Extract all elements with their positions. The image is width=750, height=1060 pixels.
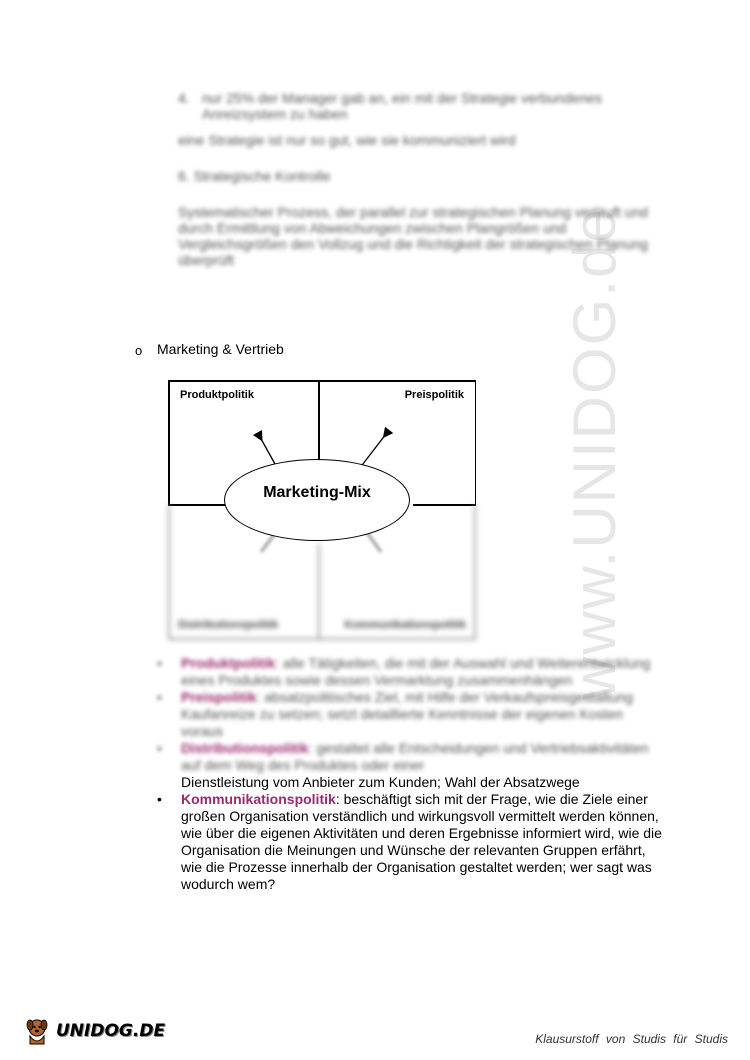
definition-preispolitik: : absatzpolitisches Ziel, mit Hilfe der Verkaufspreisgestaltung Kaufanreize zu setzen; setzt detaillierte Kenntnisse der eigenen Kosten voraus [181, 689, 634, 739]
policy-list [157, 655, 667, 893]
definition-produktpolitik: : alle Tätigkeiten, die mit der Auswahl und Weiterentwicklung eines Produktes sowie dessen Vermarktung zusammenhängen [181, 655, 651, 688]
bullet-dot: • [157, 689, 162, 705]
blurred-top-section [178, 90, 668, 268]
definition-kommunikationspolitik: : beschäftigt sich mit der Frage, wie die Ziele einer großen Organisation verständlich und wirkungsvoll vermittelt werden können, wie über die eigenen Aktivitäten und deren Ergebnisse informiert wird, wie die Organisation die Meinungen und Wünsche der relevanten Gruppen erfährt, wie die Prozesse innerhalb der Organisation gestaltet werden; wer sagt was wodurch wem? [181, 791, 662, 892]
term-kommunikationspolitik: Kommunikationspolitik [181, 791, 336, 807]
paragraph: Systematischer Prozess, der parallel zur strategischen Planung verläuft und durch Ermittlung von Abweichungen zwischen Plangrößen und Vergleichsgrößen den Vollzug und die Richtigkeit der strategischen Planung überprüft [178, 204, 649, 268]
footer-tagline: Klausurstoff von Studis für Studis [535, 1032, 728, 1046]
list-item-kommunikationspolitik [157, 791, 667, 893]
definition-distributionspolitik-blurred: : gestaltet alle Entscheidungen und Vertriebsaktivitäten auf dem Weg des Produktes oder einer [181, 740, 649, 773]
footer-logo [22, 1016, 165, 1046]
marketing-mix-title: Marketing-Mix [263, 484, 371, 501]
dog-logo-icon [22, 1016, 52, 1046]
term-distributionspolitik: Distributionspolitik [181, 740, 309, 756]
bullet-dot: • [157, 740, 162, 756]
definition-distributionspolitik-clear: Dienstleistung vom Anbieter zum Kunden; Wahl der Absatzwege [181, 774, 580, 790]
label-preispolitik: Preispolitik [404, 389, 464, 401]
logo-text: UNIDOG.DE [56, 1021, 166, 1041]
heading-6: 6. Strategische Kontrolle [178, 168, 331, 184]
list-item-distributionspolitik [157, 740, 667, 791]
term-preispolitik: Preispolitik [181, 689, 257, 705]
label-produktpolitik: Produktpolitik [180, 389, 254, 401]
list-number: 4. [178, 90, 190, 106]
watermark: www.UNIDOG.de [561, 207, 628, 700]
term-produktpolitik: Produktpolitik [181, 655, 276, 671]
section-bullet: o [135, 343, 143, 358]
label-kommunikationspolitik: Kommunikationspolitik [344, 619, 466, 631]
label-distributionspolitik: Distributionspolitik [178, 619, 279, 631]
bullet-dot: • [157, 791, 162, 807]
list-item-produktpolitik [157, 655, 667, 689]
note-text: eine Strategie ist nur so gut, wie sie kommuniziert wird [178, 132, 516, 148]
section-label: Marketing & Vertrieb [157, 341, 284, 357]
list-item-text: nur 25% der Manager gab an, ein mit der Strategie verbundenes Anreizsystem zu haben [202, 90, 603, 122]
list-item-preispolitik [157, 689, 667, 740]
list-item-4 [178, 90, 662, 122]
bullet-dot: • [157, 655, 162, 671]
